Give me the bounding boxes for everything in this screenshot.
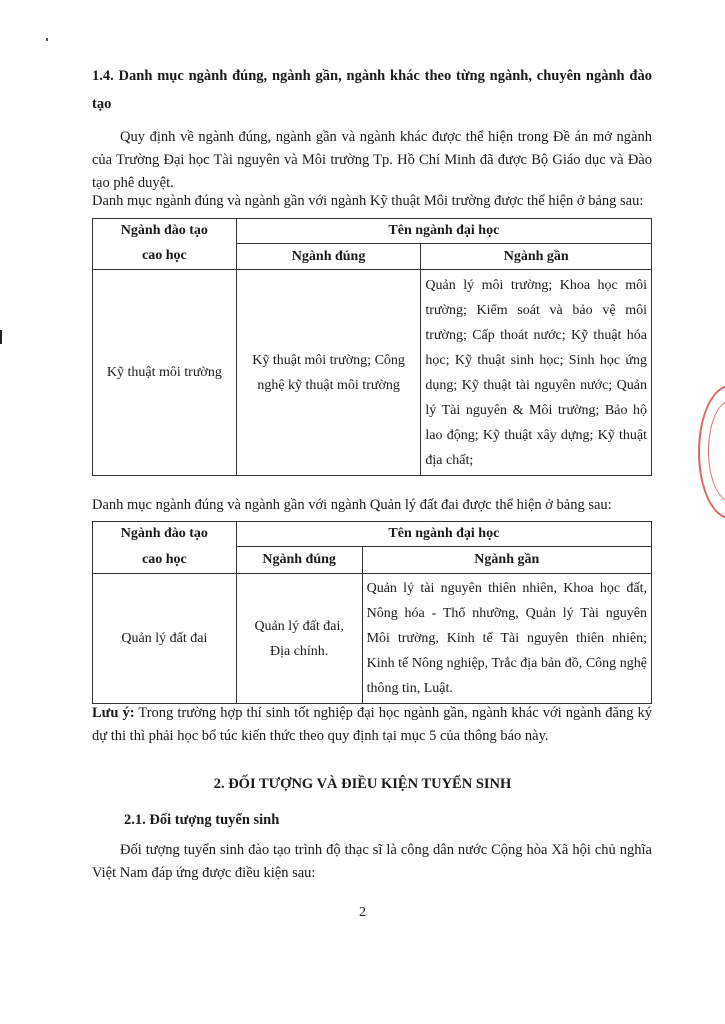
table-environmental-engineering — [92, 218, 652, 476]
cell-near-majors: Quản lý tài nguyên thiên nhiên, Khoa học đất, Nông hóa - Thổ nhưỡng, Quản lý Tài nguyên Môi trường, Kinh tế Tài nguyên thiên nhiên; Kinh tế Nông nghiệp, Trắc địa bản đồ, Công nghệ thông tin, Luật. — [362, 574, 651, 704]
cell-training-major: Quản lý đất đai — [93, 574, 237, 704]
section-2-heading: 2. ĐỐI TƯỢNG VÀ ĐIỀU KIỆN TUYỂN SINH — [213, 776, 512, 792]
cell-exact-majors: Kỹ thuật môi trường; Công nghệ kỹ thuật môi trường — [236, 270, 421, 476]
cell-training-major: Kỹ thuật môi trường — [93, 270, 237, 476]
scan-speck — [46, 38, 48, 41]
cell-near-majors: Quản lý môi trường; Khoa học môi trường; Kiểm soát và bảo vệ môi trường; Cấp thoát nước; Kỹ thuật hóa học; Kỹ thuật sinh học; Sinh học ứng dụng; Kỹ thuật tài nguyên nước; Quản lý Tài nguyên & Môi trường; Bảo hộ lao động; Kỹ thuật xây dựng; Kỹ thuật địa chất; — [421, 270, 652, 476]
note-label: Lưu ý: — [92, 705, 135, 721]
scan-edge-mark — [0, 330, 2, 344]
header-training-line1: Ngành đào tạo — [93, 219, 237, 244]
intro-paragraph: Quy định về ngành đúng, ngành gần và ngành khác được thể hiện trong Đề án mở ngành của Trường Đại học Tài nguyên và Môi trường Tp. Hồ Chí Minh đã được Bộ Giáo dục và Đào tạo phê duyệt. — [92, 129, 652, 191]
cell-exact-majors: Quản lý đất đai, Địa chính. — [236, 574, 362, 704]
page-number: 2 — [359, 905, 366, 920]
note-paragraph — [92, 702, 652, 748]
header-training-line2: cao học — [93, 244, 237, 270]
header-near-major: Ngành gần — [421, 244, 652, 270]
header-training-line1: Ngành đào tạo — [93, 522, 237, 547]
section-heading-1-4: 1.4. Danh mục ngành đúng, ngành gần, ngành khác theo từng ngành, chuyên ngành đào tạo — [92, 68, 652, 112]
header-university-major: Tên ngành đại học — [236, 219, 651, 244]
header-near-major: Ngành gần — [362, 547, 651, 574]
note-text: Trong trường hợp thí sinh tốt nghiệp đại học ngành gần, ngành khác với ngành đăng ký dự thi thì phải học bổ túc kiến thức theo quy định tại mục 5 của thông báo này. — [92, 705, 652, 744]
table-land-management — [92, 521, 652, 704]
header-exact-major: Ngành đúng — [236, 547, 362, 574]
table2-intro: Danh mục ngành đúng và ngành gần với ngành Quản lý đất đai được thể hiện ở bảng sau: — [92, 497, 612, 513]
table1-intro: Danh mục ngành đúng và ngành gần với ngành Kỹ thuật Môi trường được thể hiện ở bảng sau: — [92, 193, 644, 209]
section-2-1-paragraph: Đối tượng tuyển sinh đào tạo trình độ thạc sĩ là công dân nước Cộng hòa Xã hội chủ nghĩa Việt Nam đáp ứng được điều kiện sau: — [92, 842, 652, 881]
header-training-line2: cao học — [93, 547, 237, 574]
header-exact-major: Ngành đúng — [236, 244, 421, 270]
header-university-major: Tên ngành đại học — [236, 522, 651, 547]
section-2-1-heading: 2.1. Đối tượng tuyển sinh — [124, 812, 280, 828]
